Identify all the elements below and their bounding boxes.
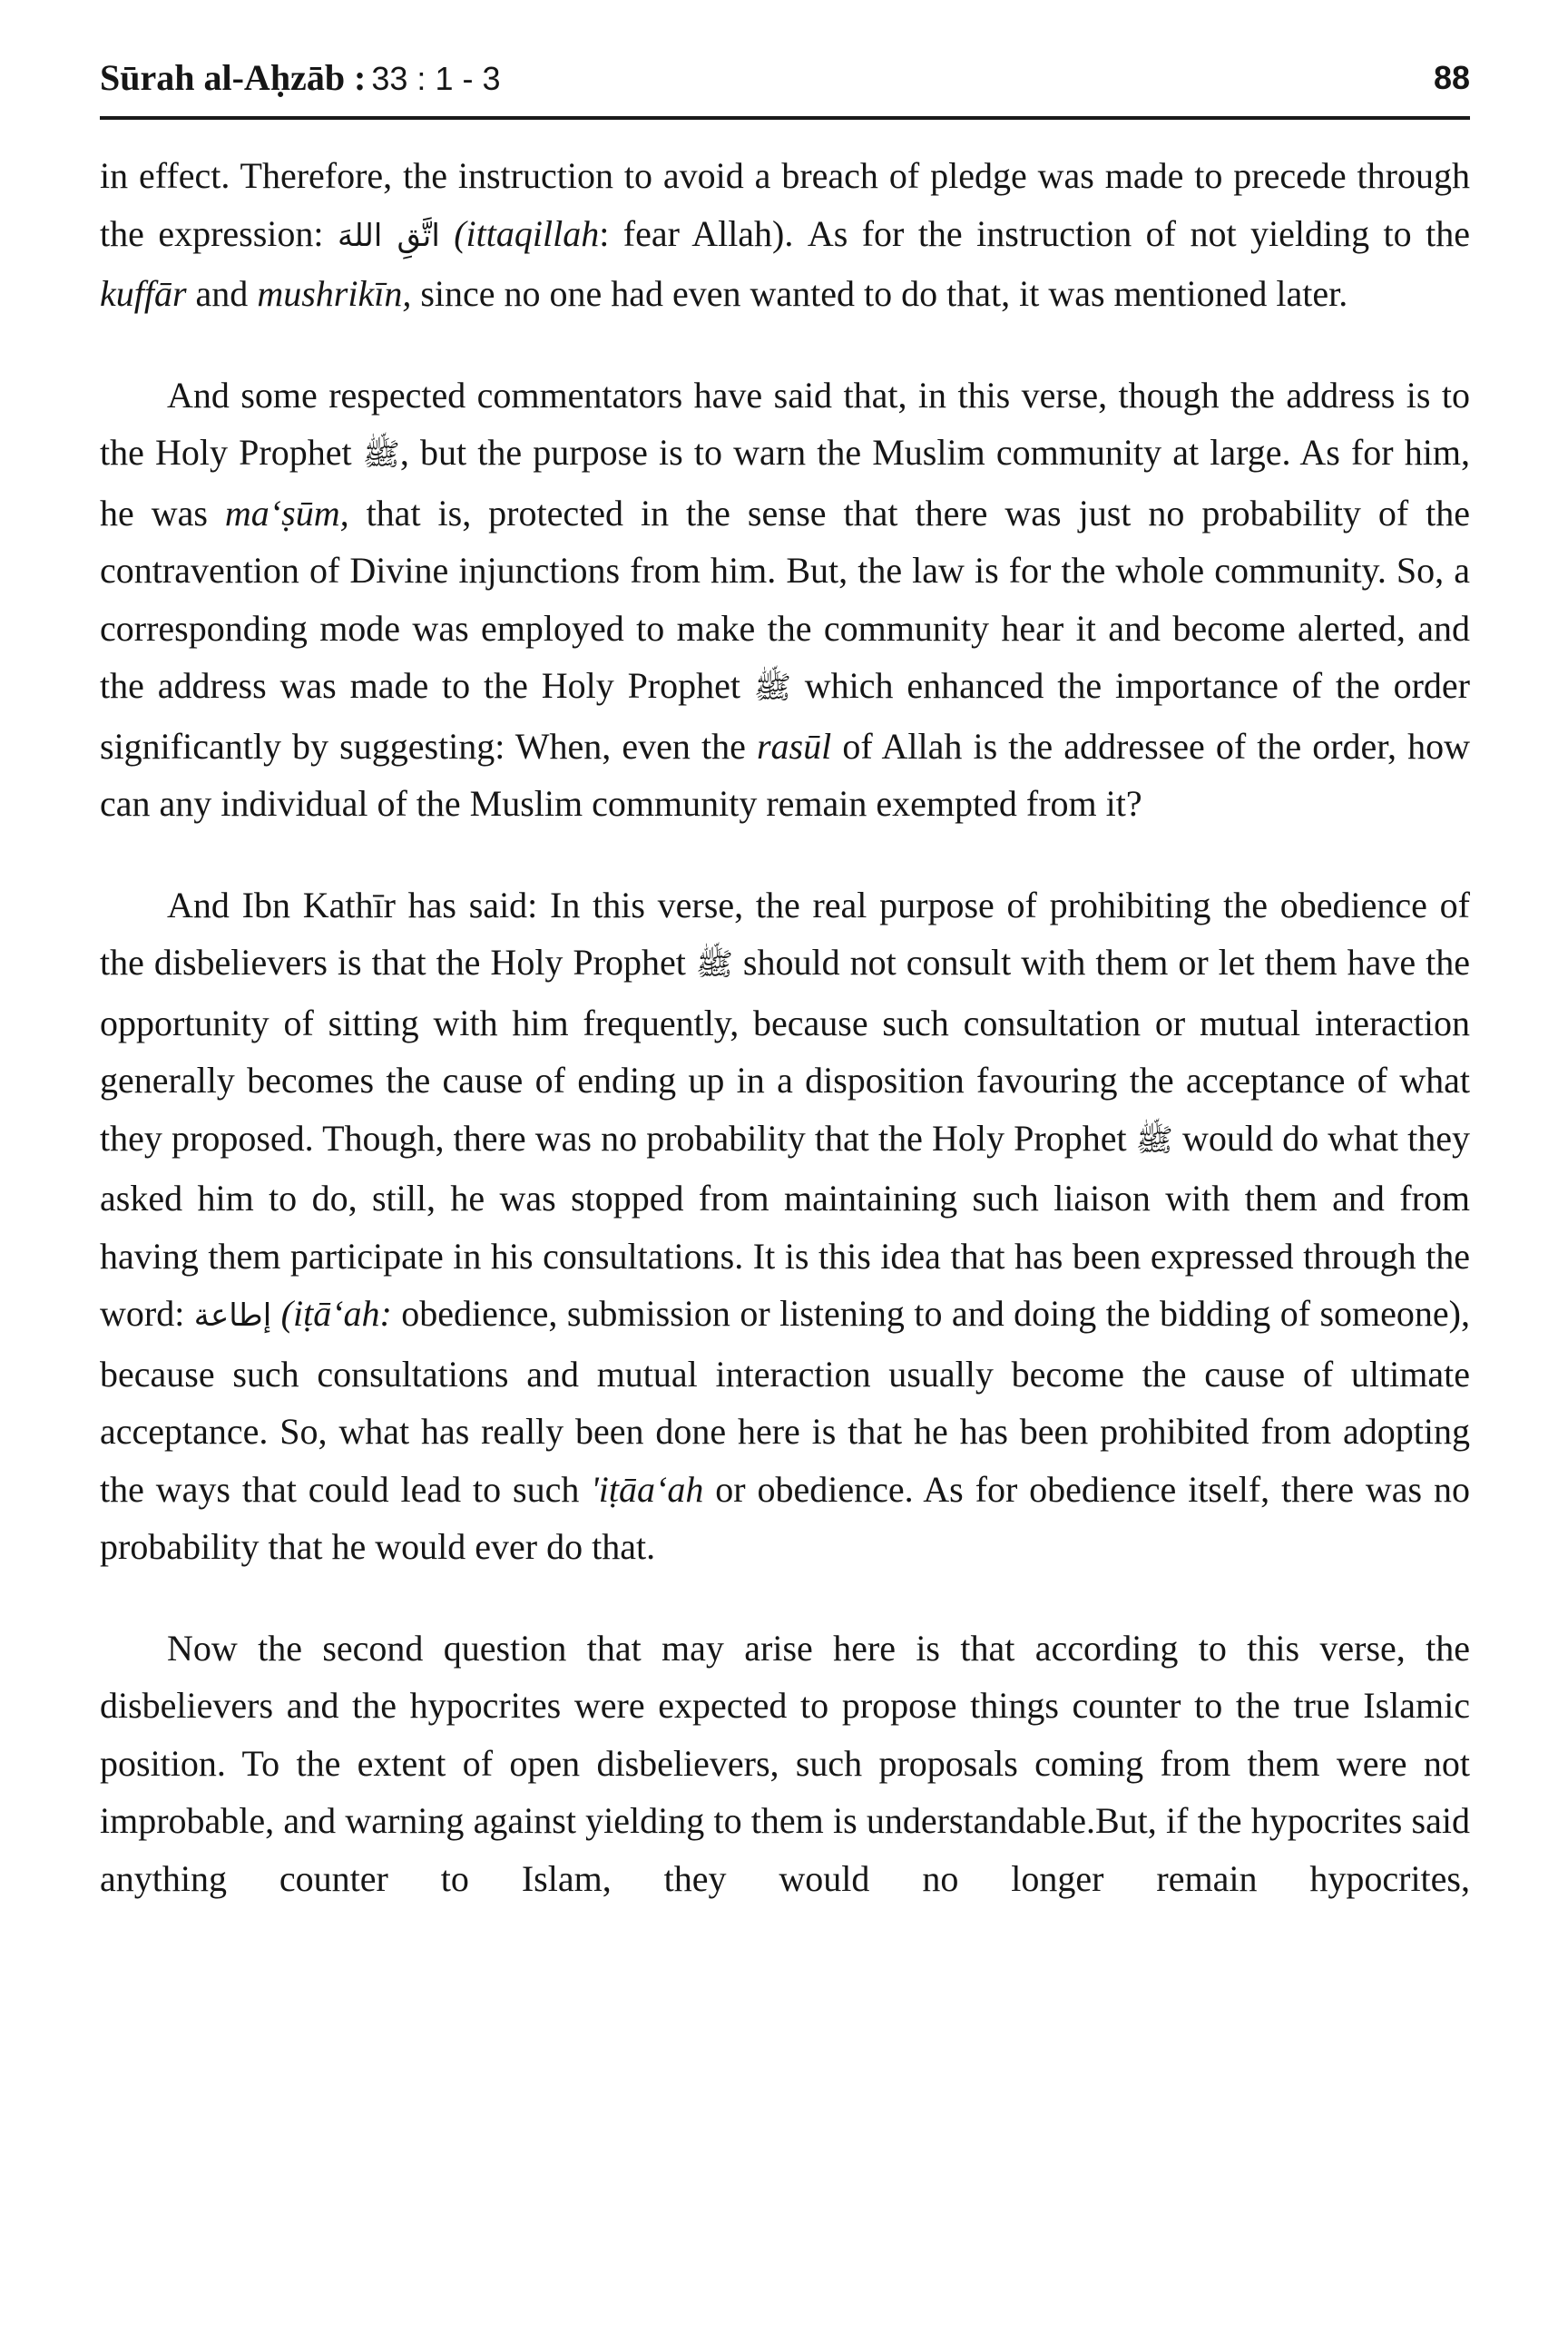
text: in effect. Therefore, the instruction to avoid a breach of pledge was made to precede through the expression: (100, 155, 1470, 254)
text: since no one had even wanted to do that, it was mentioned later. (411, 273, 1348, 314)
salutation-symbol-icon: ﷺ (753, 670, 791, 706)
page-body (100, 147, 1470, 1907)
surah-title (100, 53, 500, 104)
paragraph-gap (100, 1576, 1470, 1620)
text: Now the second question that may arise here is that according to this verse, the disbelievers and the hypocrites were expected to propose things counter to the true Islamic position. To the extent of open disbelievers, such proposals coming from them were not improbable, and warning against yielding to them is understandable.But, if the hypocrites said anything counter to Islam, they would no longer remain hypocrites, (100, 1627, 1470, 1899)
term-italic: 'iṭāa‘ah (591, 1468, 704, 1510)
text: would do what they asked him to do, still, he was stopped from maintaining such liaison with them and from having them participate in his consultations. It is this idea that has been expressed through the word: (100, 1117, 1470, 1334)
transliteration: (ittaqillah (454, 212, 600, 254)
text: or obedience. As for obedience itself, there was no probability that he would ever do that. (100, 1468, 1471, 1567)
salutation-symbol-icon: ﷺ (1135, 1121, 1173, 1159)
paragraph-gap (100, 323, 1470, 367)
text: : fear Allah). As for the instruction of not yielding to the (599, 212, 1470, 254)
text: of Allah is the addressee of the order, how can any individual of the Muslim community remain exempted from it? (100, 725, 1470, 824)
page-number: 88 (1433, 59, 1470, 96)
transliteration: (iṭā‘ah: (280, 1293, 392, 1334)
text: that is, protected in the sense that there was just no probability of the contravention of Divine injunctions from him. But, the law is for the whole community. So, a corresponding mode was employed to make the community hear it and become alerted, and the address was made to the Holy Prophet (100, 492, 1470, 706)
term-italic: mushrikīn, (257, 273, 412, 314)
term-italic: ma‘ṣūm, (224, 492, 349, 534)
salutation-symbol-icon: ﷺ (695, 946, 733, 983)
running-header (100, 53, 1470, 120)
paragraph-2 (100, 367, 1470, 833)
text: which enhanced the importance of the order significantly by suggesting: When, even the (100, 665, 1471, 767)
paragraph-gap (100, 833, 1470, 876)
text: obedience, submission or listening to and doing the bidding of someone), because such consultations and mutual interaction usually become the cause of ultimate acceptance. So, what has really been done here is that he has been prohibited from adopting the ways that could lead to such (100, 1293, 1471, 1510)
paragraph-4 (100, 1620, 1470, 1908)
paragraph-1 (100, 147, 1470, 323)
text: and (186, 273, 258, 314)
term-italic: kuffār (100, 273, 187, 314)
verse-reference: 33 : 1 - 3 (371, 60, 501, 97)
text: And some respected commentators have said that, in this verse, though the address is to the Holy Prophet (100, 374, 1470, 473)
text: should not consult with them or let them have the opportunity of sitting with him frequently, because such consultation or mutual interaction generally becomes the cause of ending up in a disposition favouring the acceptance of what they proposed. Though, there was no probability that the Holy Prophet (100, 942, 1470, 1159)
paragraph-3 (100, 876, 1470, 1576)
term-italic: rasūl (756, 725, 832, 767)
arabic-phrase: اتَّقِ اللهَ (337, 217, 440, 254)
text: , but the purpose is to warn the Muslim community at large. As for him, he was (100, 432, 1470, 534)
surah-name: Sūrah al-Aḥzāb : (100, 57, 367, 98)
arabic-word: إطاعة (193, 1297, 272, 1334)
salutation-symbol-icon: ﷺ (362, 436, 400, 473)
text: And Ibn Kathīr has said: In this verse, the real purpose of prohibiting the obedience of the disbelievers is that the Holy Prophet (100, 884, 1470, 983)
